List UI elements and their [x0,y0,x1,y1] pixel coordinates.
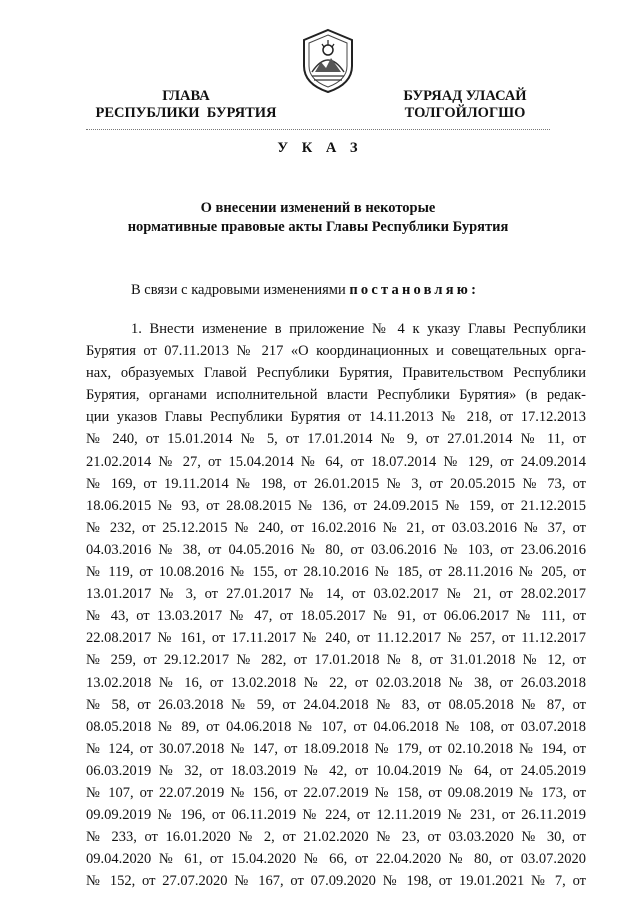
body-line: Бурятия, органами исполнительной власти Республики Бурятия» (в редак- [86,387,586,404]
body-line: № 240, от 15.01.2014 № 5, от 17.01.2014 № 9, от 27.01.2014 № 11, от [86,431,586,448]
body-line: 18.06.2015 № 93, от 28.08.2015 № 136, от 24.09.2015 № 159, от 21.12.2015 [86,497,586,514]
body-line: нах, образуемых Главой Республики Бурятия, Правительством Республики [86,365,586,382]
header-left-line: ГЛАВА [162,88,210,104]
body-line: 21.02.2014 № 27, от 15.04.2014 № 64, от 18.07.2014 № 129, от 24.09.2014 [86,453,586,470]
body-line: 04.03.2016 № 38, от 04.05.2016 № 80, от 03.06.2016 № 103, от 23.06.2016 [86,541,586,558]
body-line: 1. Внести изменение в приложение № 4 к указу Главы Республики [131,321,586,337]
body-line: № 169, от 19.11.2014 № 198, от 26.01.2015 № 3, от 20.05.2015 № 73, от [86,475,586,492]
body-line: 13.02.2018 № 16, от 13.02.2018 № 22, от 02.03.2018 № 38, от 26.03.2018 [86,674,586,691]
body-line: 08.05.2018 № 89, от 04.06.2018 № 107, от 04.06.2018 № 108, от 03.07.2018 [86,718,586,735]
header-divider [86,129,550,130]
intro-text: В связи с кадровыми изменениями [131,282,350,298]
body-line: № 58, от 26.03.2018 № 59, от 24.04.2018 № 83, от 08.05.2018 № 87, от [86,696,586,713]
body-line: ции указов Главы Республики Бурятия от 14.11.2013 № 218, от 17.12.2013 [86,409,586,426]
document-type: У К А З [277,140,363,156]
title-line: О внесении изменений в некоторые [200,200,436,216]
body-line: № 107, от 22.07.2019 № 156, от 22.07.2019 № 158, от 09.08.2019 № 173, от [86,784,586,801]
header-right-line: ТОЛГОЙЛОГШО [404,105,526,121]
body-line: 09.04.2020 № 61, от 15.04.2020 № 66, от 22.04.2020 № 80, от 03.07.2020 [86,851,586,868]
title-line: нормативные правовые акты Главы Республики Бурятия [127,219,509,235]
body-line: Бурятия от 07.11.2013 № 217 «О координационных и совещательных орга- [86,343,586,360]
body-line: 06.03.2019 № 32, от 18.03.2019 № 42, от 10.04.2019 № 64, от 24.05.2019 [86,762,586,779]
body-line: 13.01.2017 № 3, от 27.01.2017 № 14, от 03.02.2017 № 21, от 28.02.2017 [86,586,586,603]
document-body [86,318,586,892]
intro-paragraph [131,282,479,299]
body-line: № 124, от 30.07.2018 № 147, от 18.09.2018 № 179, от 02.10.2018 № 194, от [86,740,586,757]
coat-of-arms-icon [300,28,356,94]
header-right [380,88,550,122]
body-line: № 259, от 29.12.2017 № 282, от 17.01.2018 № 8, от 31.01.2018 № 12, от [86,652,586,669]
document-title [86,199,550,237]
intro-bold-word: постановляю: [349,282,480,298]
body-line: 22.08.2017 № 161, от 17.11.2017 № 240, от 11.12.2017 № 257, от 11.12.2017 [86,630,586,647]
body-line: № 232, от 25.12.2015 № 240, от 16.02.2016 № 21, от 03.03.2016 № 37, от [86,519,586,536]
header-right-line: БУРЯАД УЛАСАЙ [403,88,527,104]
body-line: № 119, от 10.08.2016 № 155, от 28.10.2016 № 185, от 28.11.2016 № 205, от [86,564,586,581]
body-line: № 43, от 13.03.2017 № 47, от 18.05.2017 № 91, от 06.06.2017 № 111, от [86,608,586,625]
body-line: № 233, от 16.01.2020 № 2, от 21.02.2020 № 23, от 03.03.2020 № 30, от [86,829,586,846]
header-left-line: РЕСПУБЛИКИ БУРЯТИЯ [95,105,277,121]
header-left [86,88,286,122]
body-line: 09.09.2019 № 196, от 06.11.2019 № 224, от 12.11.2019 № 231, от 26.11.2019 [86,807,586,824]
body-line: № 152, от 27.07.2020 № 167, от 07.09.2020 № 198, от 19.01.2021 № 7, от [86,873,586,890]
